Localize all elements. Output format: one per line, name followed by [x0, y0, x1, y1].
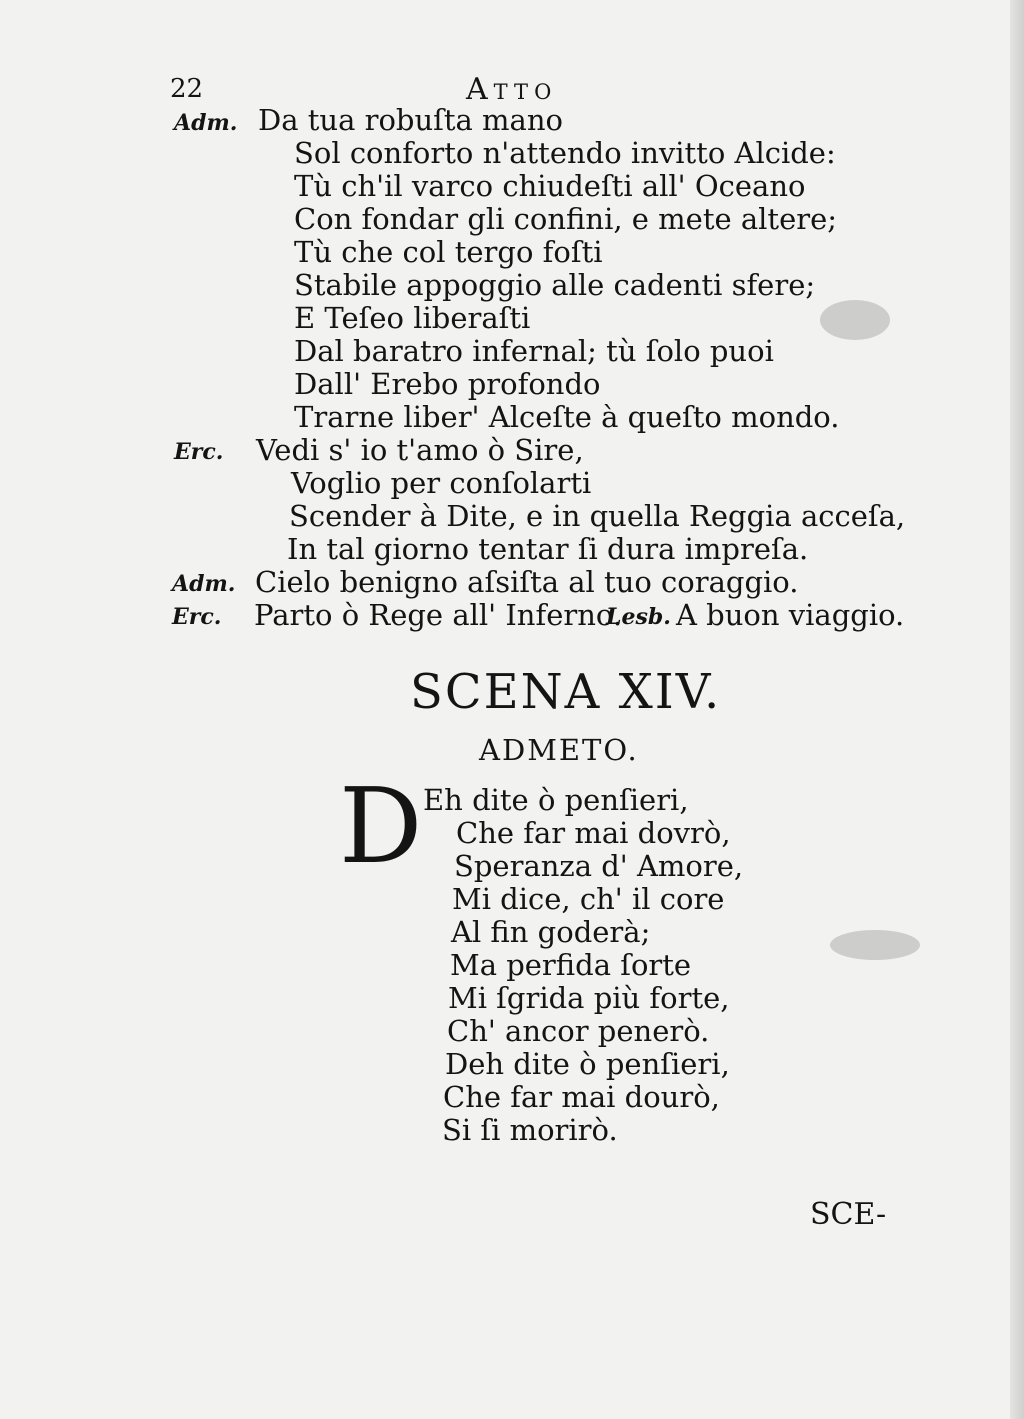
running-title: Atto [466, 72, 558, 107]
catchword: SCE- [810, 1197, 887, 1232]
aria-line: Che far mai dourò, [443, 1080, 720, 1114]
bleed-through-mark [830, 930, 920, 960]
verse-line: Tù ch'il varco chiudeſti all' Oceano [294, 169, 806, 203]
aria-line: Ch' ancor penerò. [447, 1014, 710, 1048]
aria-line: Si ſi morirò. [442, 1113, 618, 1147]
scene-character: ADMETO. [479, 733, 639, 767]
verse-line: E Teſeo liberaſti [294, 301, 531, 335]
bleed-through-mark [820, 300, 890, 340]
verse-line: Scender à Dite, e in quella Reggia acceſa, [289, 499, 906, 533]
page-number: 22 [170, 74, 204, 104]
aria-line: Eh dite ò penſieri, [423, 783, 689, 817]
verse-line: Cielo benigno aſsiſta al tuo coraggio. [255, 565, 799, 599]
aria-line: Mi dice, ch' il core [452, 882, 725, 916]
page-edge [1010, 0, 1024, 1419]
aria-line: Deh dite ò penſieri, [445, 1047, 730, 1081]
aria-line: Ma perfida ſorte [450, 948, 692, 982]
aria-line: Che far mai dovrò, [456, 816, 731, 850]
verse-line: Tù che col tergo foſti [294, 235, 603, 269]
speaker-label: Erc. [172, 604, 222, 630]
verse-line: In tal giorno tentar ſi dura impreſa. [287, 532, 809, 566]
verse-line: Dall' Erebo profondo [294, 367, 601, 401]
drop-cap: D [339, 765, 423, 887]
speaker-label: Lesb. [606, 604, 671, 630]
aria-line: Speranza d' Amore, [454, 849, 744, 883]
verse-line: Con fondar gli confini, e mete altere; [294, 202, 838, 236]
verse-line: A buon viaggio. [676, 598, 905, 632]
scene-title: SCENA XIV. [410, 664, 722, 720]
verse-line: Vedi s' io t'amo ò Sire, [256, 433, 584, 467]
verse-line: Voglio per conſolarti [291, 466, 592, 500]
verse-line: Parto ò Rege all' Inferno. [254, 598, 623, 632]
verse-line: Dal baratro infernal; tù ſolo puoi [294, 334, 774, 368]
verse-line: Trarne liber' Alceſte à queſto mondo. [294, 400, 840, 434]
verse-line: Sol conforto n'attendo invitto Alcide: [294, 136, 836, 170]
aria-line: Mi ſgrida più forte, [448, 981, 730, 1015]
speaker-label: Adm. [172, 571, 236, 597]
speaker-label: Adm. [174, 110, 238, 136]
verse-line: Stabile appoggio alle cadenti sfere; [294, 268, 816, 302]
verse-line: Da tua robuſta mano [258, 103, 563, 137]
aria-line: Al fin goderà; [451, 915, 651, 949]
speaker-label: Erc. [174, 439, 224, 465]
